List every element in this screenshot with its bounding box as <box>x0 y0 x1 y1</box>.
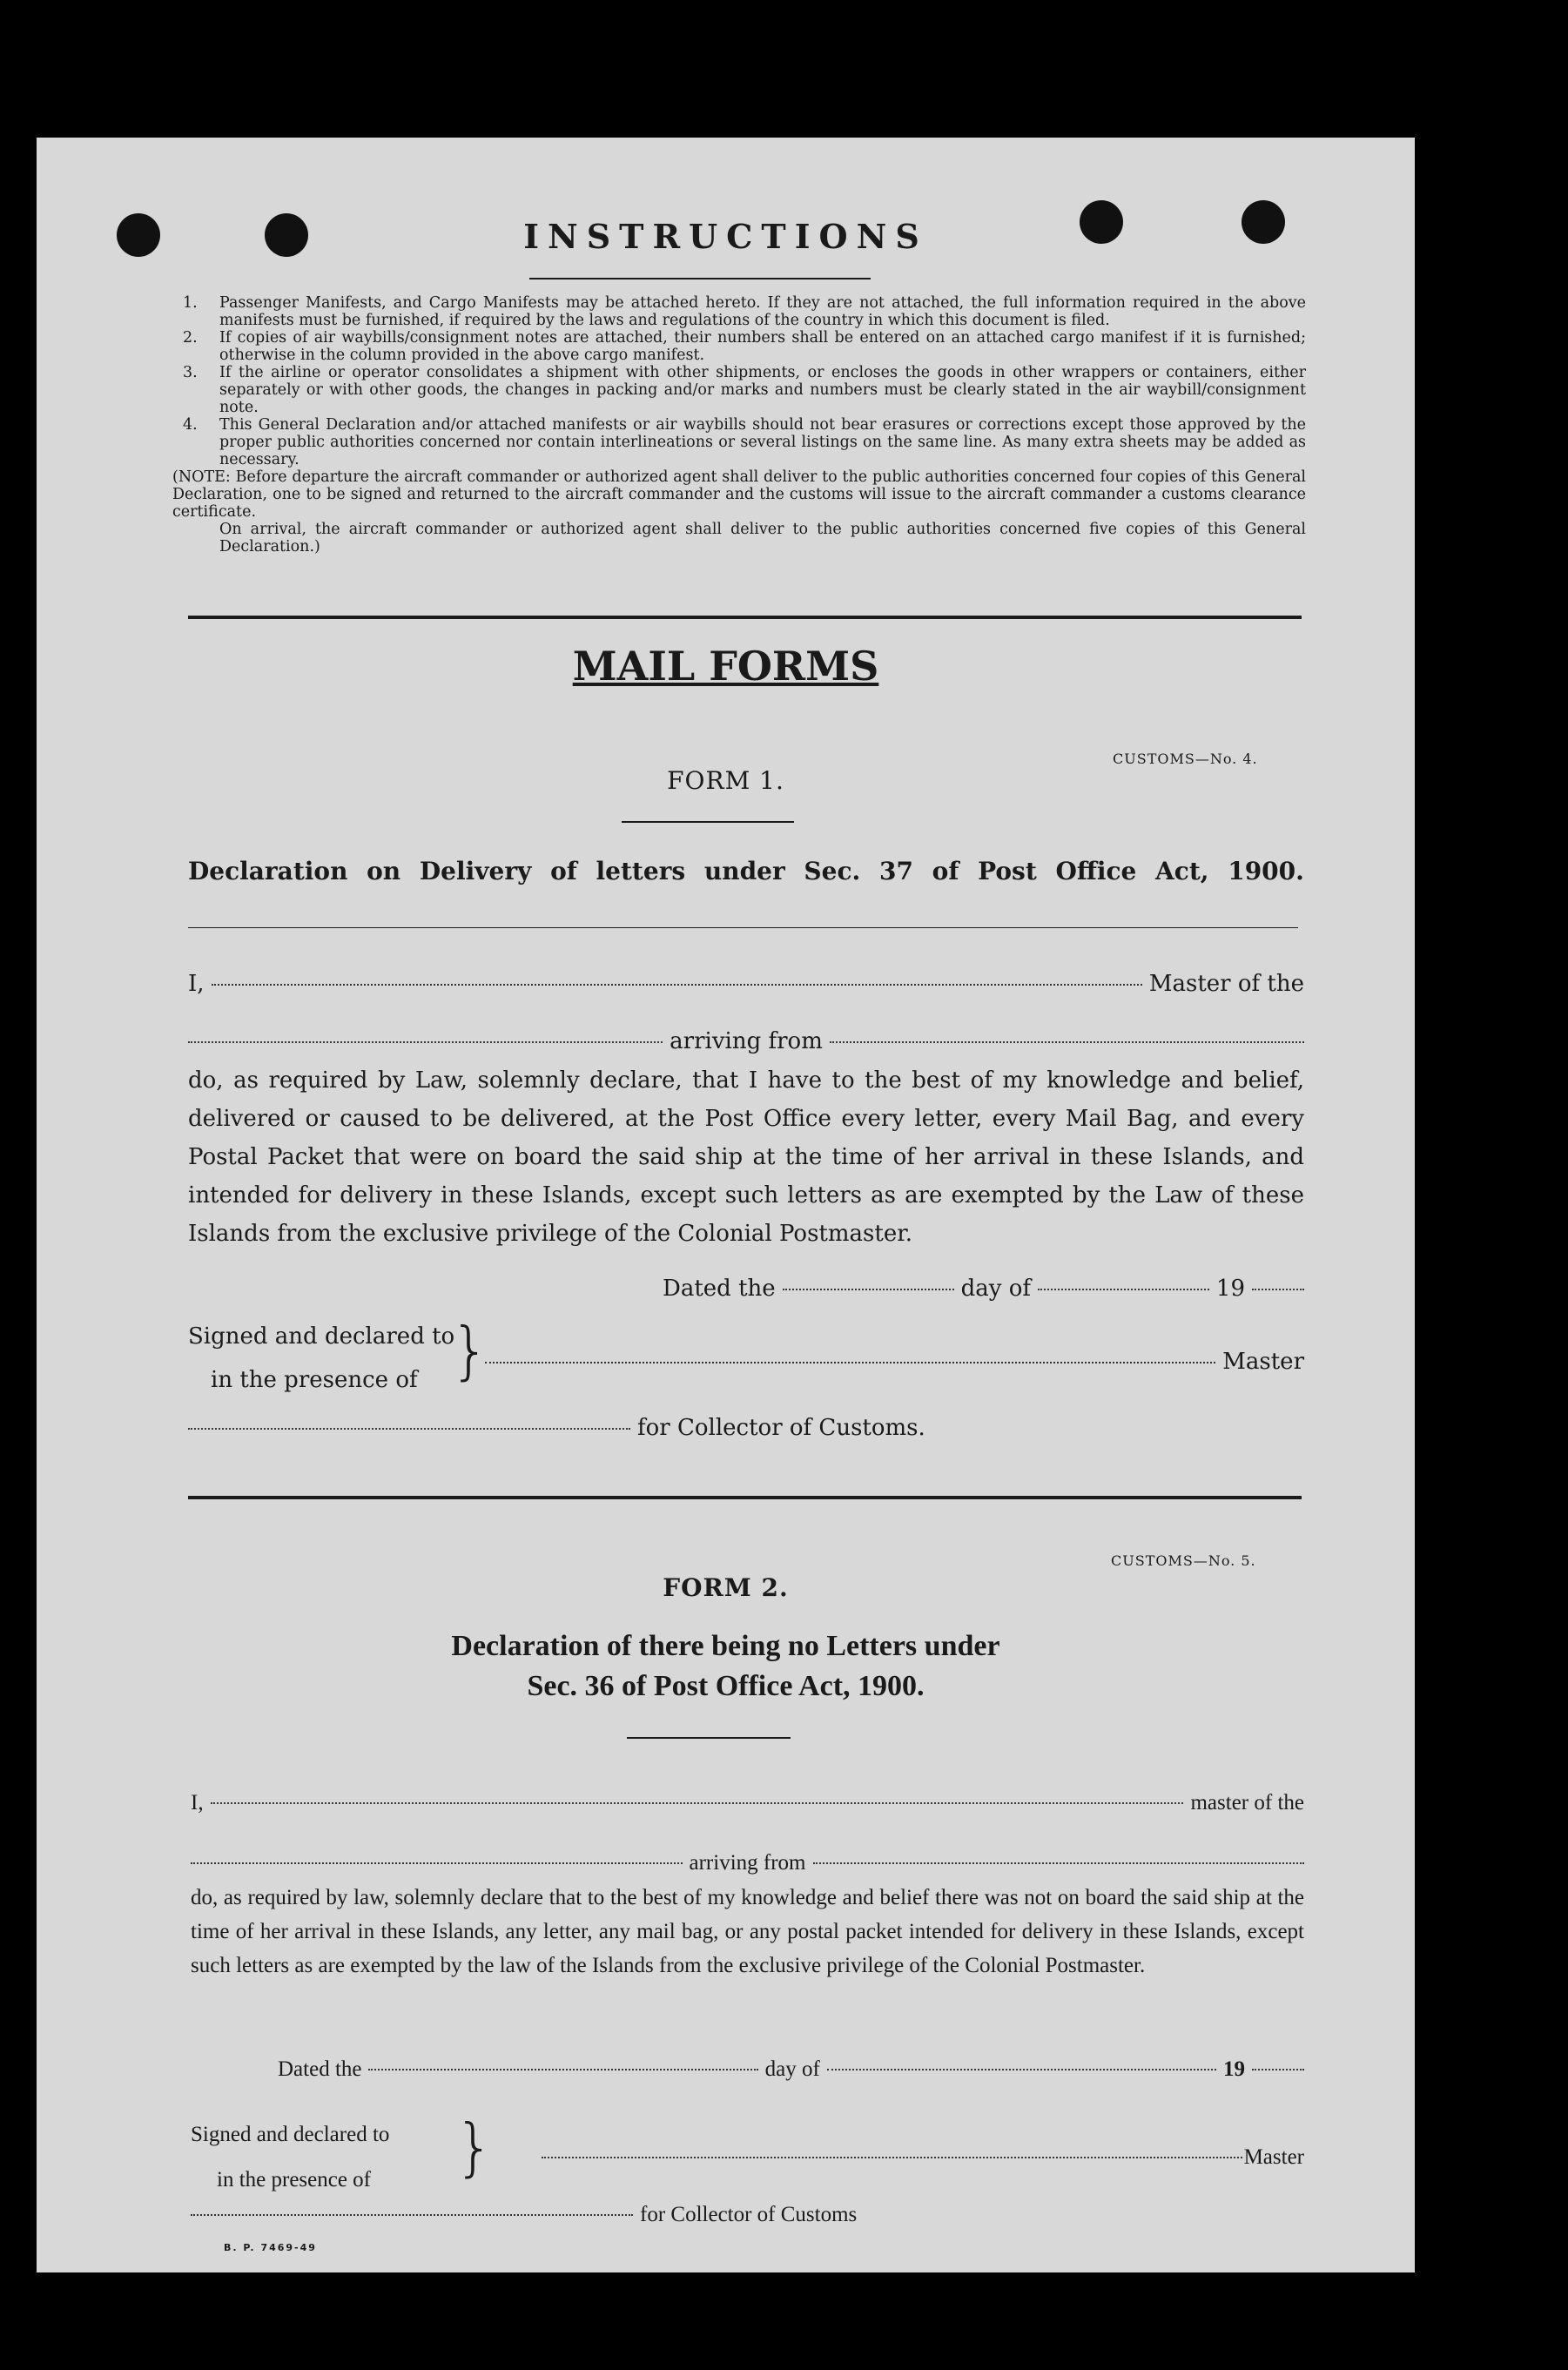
instruction-number: 1. <box>183 294 198 312</box>
form2-i-label: I, <box>191 1791 204 1815</box>
form1-heading-rule <box>188 927 1298 928</box>
form2-customs-number: CUSTOMS—No. 5. <box>1111 1552 1256 1569</box>
instruction-item <box>183 329 1306 364</box>
form1-master-of-label: Master of the <box>1148 971 1304 997</box>
form1-arriving-label: arriving from <box>670 1028 823 1054</box>
form2-day-of-label: day of <box>764 2057 820 2081</box>
form1-signature-line <box>485 1343 1304 1381</box>
print-code: B. P. 7469-49 <box>224 2242 317 2253</box>
form2-heading-rule <box>627 1737 791 1739</box>
form2-master-line <box>191 1786 1304 1820</box>
form1-year-label: 19 <box>1215 1276 1246 1302</box>
form1-signature-field[interactable] <box>485 1362 1215 1363</box>
section-divider <box>188 616 1302 619</box>
instructions-note-arrival: On arrival, the aircraft commander or authorized agent shall deliver to the public authorities concerned five copies of this General Declaration.) <box>219 521 1306 555</box>
form1-dated-line <box>663 1269 1304 1308</box>
instruction-number: 2. <box>183 329 198 347</box>
instruction-number: 4. <box>183 416 198 434</box>
form2-heading-line2: Sec. 36 of Post Office Act, 1900. <box>527 1670 925 1702</box>
form1-name-field[interactable] <box>212 984 1142 986</box>
instruction-text: If the airline or operator consolidates a shipment with other shipments, or encloses the goods in other wrappers or containers, either separately or with other goods, the changes in packing and/or marks and numbers must be clearly stated in the air waybill/consignment note. <box>219 364 1306 416</box>
form2-year-label: 19 <box>1223 2057 1245 2081</box>
form1-heading-word: under <box>703 857 785 885</box>
instructions-note: (NOTE: Before departure the aircraft commander or authorized agent shall deliver to the public authorities concerned four copies of this General Declaration, one to be signed and returned to the aircraft commander and the customs will issue to the aircraft commander a customs clearance certificate. <box>172 468 1306 521</box>
form2-name-field[interactable] <box>211 1802 1184 1804</box>
form1-signed-label <box>188 1315 454 1402</box>
form2-arriving-line <box>191 1846 1304 1880</box>
form2-month-field[interactable] <box>827 2069 1216 2070</box>
form1-title-rule <box>622 821 794 823</box>
form1-dated-label: Dated the <box>663 1276 776 1302</box>
form2-brace: } <box>454 2111 495 2184</box>
form2-dated-line <box>278 2052 1304 2086</box>
form2-signature-line <box>542 2140 1304 2174</box>
instruction-text: Passenger Manifests, and Cargo Manifests may be attached hereto. If they are not attached, the full information required in the above manifests must be furnished, if required by the laws and regulations of the country in which this document is filed. <box>219 294 1306 329</box>
form1-day-of-label: day of <box>960 1276 1031 1302</box>
instruction-item <box>183 364 1306 416</box>
form2-signed-line1: Signed and declared to <box>191 2123 390 2146</box>
instruction-text: If copies of air waybills/consignment notes are attached, their numbers shall be entered on an attached cargo manifest if it is furnished; otherwise in the column provided in the above cargo manifest. <box>219 329 1306 364</box>
mail-forms-title: MAIL FORMS <box>572 643 879 690</box>
form1-brace: } <box>450 1314 490 1387</box>
form-sheet <box>37 138 1415 2272</box>
instructions-title-rule <box>529 278 871 279</box>
form2-collector-label: for Collector of Customs <box>640 2203 858 2226</box>
instructions-title: INSTRUCTIONS <box>523 217 928 256</box>
form1-heading-word: Office <box>1055 857 1137 885</box>
form2-origin-field[interactable] <box>813 1862 1305 1864</box>
form1-heading-word: of <box>932 857 959 885</box>
form1-heading-word: 1900. <box>1228 857 1304 885</box>
form2-heading-line1: Declaration of there being no Letters under <box>451 1630 1000 1662</box>
form1-heading-word: Delivery <box>419 857 532 885</box>
form1-heading-word: 37 <box>878 857 913 885</box>
form1-collector-label: for Collector of Customs. <box>637 1415 925 1441</box>
form1-declaration-heading <box>188 857 1304 885</box>
form2-master-label: Master <box>1243 2145 1304 2169</box>
form1-origin-field[interactable] <box>830 1041 1304 1043</box>
form2-body-text: do, as required by law, solemnly declare that to the best of my knowledge and belief there was not on board the said ship at the time of her arrival in these Islands, any letter, any mail bag, or any postal packet intended for delivery in these Islands, except such letters as are exempted by the law of the Islands from the exclusive privilege of the Colonial Postmaster. <box>191 1886 1304 1977</box>
form1-title: FORM 1. <box>667 766 784 795</box>
form2-title: FORM 2. <box>663 1573 789 1602</box>
form1-ship-field[interactable] <box>188 1041 663 1043</box>
form2-arriving-label: arriving from <box>689 1851 806 1875</box>
instruction-text: This General Declaration and/or attached manifests or air waybills should not bear erasures or corrections except those approved by the proper public authorities concerned nor contain interlineations or several listings on the same line. As many extra sheets may be added as necessary. <box>219 416 1306 468</box>
form2-year-field[interactable] <box>1252 2069 1304 2070</box>
form1-year-field[interactable] <box>1252 1289 1304 1290</box>
form1-collector-field[interactable] <box>188 1428 630 1430</box>
form1-heading-word: on <box>367 857 401 885</box>
form2-master-of-label: master of the <box>1190 1791 1304 1815</box>
instruction-item <box>183 416 1306 468</box>
form1-customs-number: CUSTOMS—No. 4. <box>1113 751 1258 767</box>
form1-collector-line <box>188 1409 972 1447</box>
instruction-number: 3. <box>183 364 198 381</box>
form2-collector-line <box>191 2198 974 2232</box>
form1-month-field[interactable] <box>1038 1289 1209 1290</box>
form1-signed-line1: Signed and declared to <box>188 1323 455 1350</box>
form2-date-field[interactable] <box>368 2069 757 2070</box>
form2-collector-field[interactable] <box>191 2214 633 2216</box>
form1-arriving-line <box>188 1022 1304 1060</box>
form1-heading-word: Post <box>978 857 1037 885</box>
form2-signed-line2: in the presence of <box>217 2168 372 2192</box>
form1-master-label: Master <box>1222 1349 1304 1375</box>
form2-dated-label: Dated the <box>278 2057 362 2081</box>
form1-heading-word: Declaration <box>188 857 348 885</box>
form1-i-label: I, <box>188 971 205 997</box>
form1-signed-line2: in the presence of <box>211 1367 418 1393</box>
form2-signature-field[interactable] <box>542 2157 1242 2158</box>
form2-ship-field[interactable] <box>191 1862 683 1864</box>
form2-declaration-heading <box>37 1626 1415 1707</box>
instructions-list <box>172 294 1306 555</box>
form1-heading-word: letters <box>596 857 686 885</box>
form1-heading-word: of <box>550 857 577 885</box>
form1-heading-word: Act, <box>1155 857 1209 885</box>
instruction-item <box>183 294 1306 329</box>
form1-master-line <box>188 965 1304 1003</box>
form1-date-field[interactable] <box>783 1289 954 1290</box>
form2-signed-label <box>191 2112 389 2203</box>
form-divider <box>188 1496 1302 1499</box>
form1-body-text: do, as required by Law, solemnly declare, that I have to the best of my knowledge and belief, delivered or caused to be delivered, at the Post Office every letter, every Mail Bag, and every Postal Packet that were on board the said ship at the time of her arrival in these Islands, and intended for delivery in these Islands, except such letters as are exempted by the Law of these Islands from the exclusive privilege of the Colonial Postmaster. <box>188 1067 1304 1247</box>
form1-heading-word: Sec. <box>804 857 861 885</box>
